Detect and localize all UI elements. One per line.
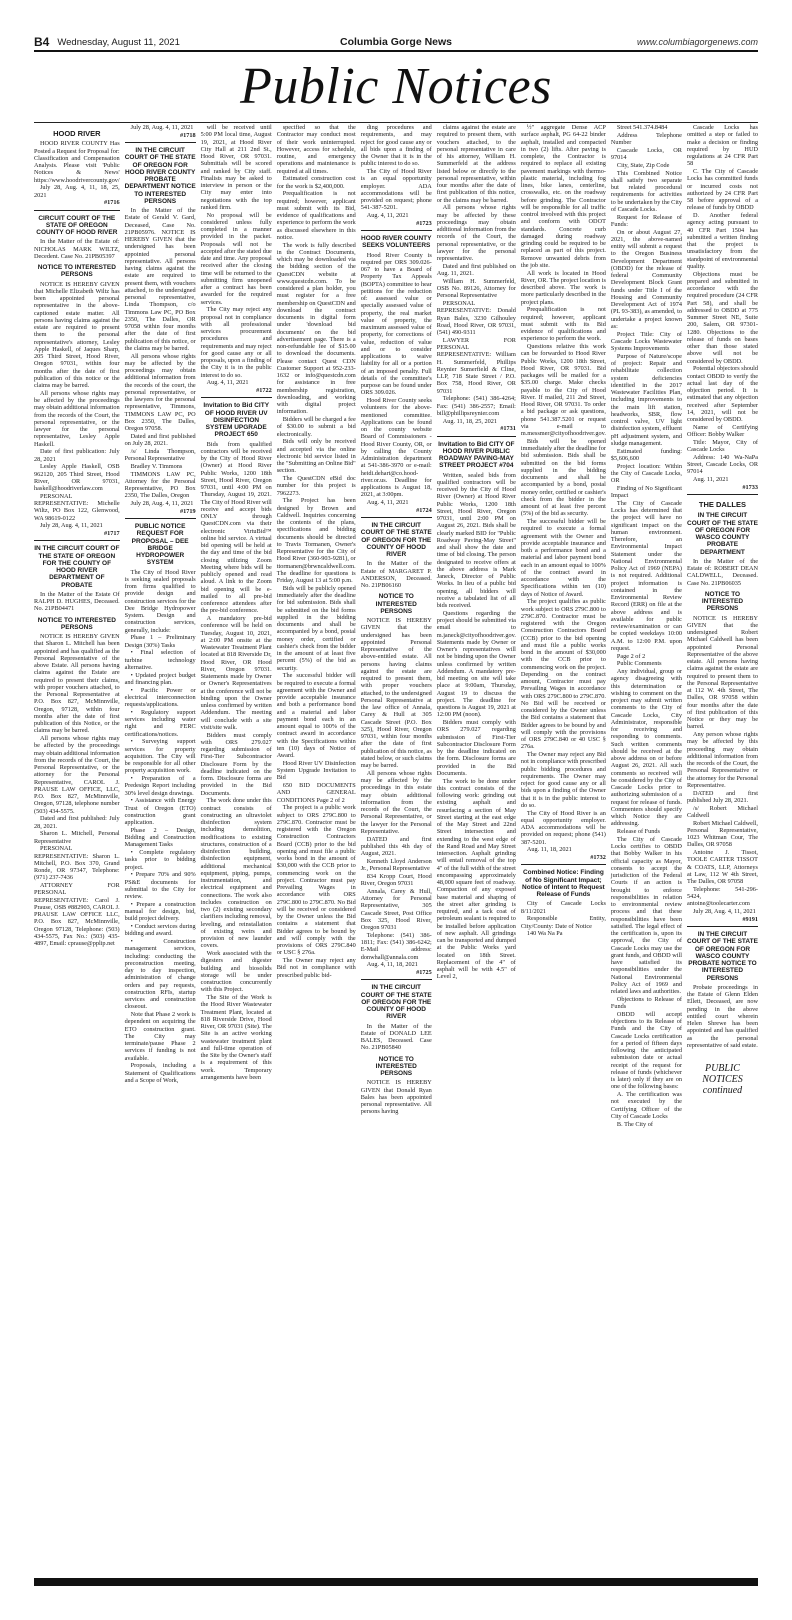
- notice-paragraph: Project Title: City of Cascade Locks Wastewater Systems Improvements: [610, 330, 682, 352]
- website-link[interactable]: www.columbiagorgenews.com: [636, 37, 758, 47]
- notice-column-5: [361, 124, 432, 1570]
- notice-paragraph: PERSONAL REPRESENTATIVE: Donald Ryan Bales, 3230 Gilhouley Road, Hood River, OR 97031, (541) 490-9311: [436, 300, 516, 336]
- notice-paragraph: No proposal will be considered unless fully completed in a manner provided in the packet. Proposals will not be accepted after the stated due date and time. Any proposal received after the closing time will be returned to the submitting firm unopened after a contract has been awarded for the required services.: [200, 211, 272, 306]
- notice-paragraph: Responsible Entity, City/County: Date of Notice: [520, 915, 606, 930]
- notice-paragraph: The QuestCDN eBid doc number for this project is 7962273.: [276, 475, 356, 497]
- notice-paragraph: Estimated construction cost for the work is $2,400,000.: [276, 175, 356, 190]
- notice-paragraph: 650 BID DOCUMENTS AND GENERAL CONDITIONS Page 2 of 2: [276, 782, 356, 804]
- notice-paragraph: July 28, Aug. 4, 11, 2021: [40, 522, 103, 530]
- notice-paragraph: Bids will be opened immediately after the deadline for bid submission. Bids shall be submitted on the bid forms supplied in the bidding documents and shall be accompanied by a bond, postal money order, certified or cashier's check from the bidder in the amount of at least five percent (5%) of the bid as security.: [520, 437, 606, 518]
- notice-paragraph: Aug. 4, 11, 2021: [366, 212, 409, 219]
- notice-paragraph: Cascade Locks, OR 97014: [610, 146, 682, 161]
- notice-paragraph: Bidders will be charged a fee of $30.00 to submit a bid electronically.: [276, 416, 356, 438]
- notice-paragraph: ½" aggregate Dense ACP surface asphalt, PG 64-22 binder asphalt, installed and compacted in two (2) lifts. After paving is complete, the Contractor is required to replace all existing pavement markings with thermo-plastic material, including fog lines, bike lanes, centerline, crosswalks, etc. on the roadway before grinding. The Contractor will be responsible for all traffic control involved with this project and conform with ODOT standards. Concrete curb damaged during roadway grinding could be required to be replaced as part of this project. Remove unwanted debris from the job site.: [520, 124, 606, 269]
- notice-paragraph: The work to be done under this contract consists of the following work: grinding out existing asphalt and resurfacing a section of May Street starting at the east edge of the May Street and 22nd Street intersection and extending to the west edge of the Rand Road and May Street intersection. Asphalt grinding will entail removal of the top 4" of the full width of the street encompassing approximately 48,000 square feet of roadway. Compaction of any exposed base material and shaping of the street after grinding is required, and a tack coat of petroleum sealant is required to be installed before application of new asphalt. All grindings can be transported and dumped at the Public Works yard located on 18th Street. Replacement of the 4" of asphalt will be with 4.5" of Level 2,: [436, 777, 516, 981]
- notice-paragraph: The City of Hood River is an equal opportunity employer. ADA accommodations will be provided on request; phone 541-387-5201.: [360, 168, 432, 212]
- notice-paragraph: In the Matter of the Estate of DONALD LEE BALES, Deceased. Case No. 21PB05840: [360, 1022, 432, 1052]
- notice-paragraph: Address: 140 Wa-NaPa Street, Cascade Locks, OR 97014: [686, 453, 758, 476]
- notice-paragraph: • Construction management services, including: conducting the preconstruction meeting, day to day inspection, administration of change orders and pay requests, construction RFIs, startup services and construction closeout.: [124, 938, 196, 1011]
- notice-paragraph: William H. Summerfeld, OSB No. 89126, Attorney for Personal Representative: [436, 277, 516, 300]
- notice-heading: NOTICE TO INTERESTED PERSONS: [37, 616, 116, 631]
- notice-paragraph: NOTICE IS HEREBY GIVEN that Sharon L. Mitchell has been appointed and has qualified as the Personal Representative of the above Estate. All persons having claims against the Estate are required to present their claims, with proper vouchers attached, to the Personal Representative at P.O. Box 827, McMinnville, Oregon, 97128, within four months after the date of first publication of this Notice, or the claims may be barred.: [34, 633, 120, 735]
- notice-paragraph: The City may reject any proposal not in compliance with all professional services procurement procedures and requirements and may reject for good cause any or all proposals, upon a finding of the City it is in the public interest to do so.: [200, 306, 272, 379]
- notice-paragraph: PERSONAL REPRESENTATIVE: Sharon L. Mitchell, P.O. Box 370, Grand Ronde, OR 97347, Telephone: (971) 237-7436: [34, 845, 120, 882]
- notice-paragraph: Hood River UV Disinfection System Upgrade Invitation to Bid: [276, 759, 356, 782]
- notice-paragraph: Public Comments: [616, 660, 662, 668]
- notice-divider: [125, 518, 196, 519]
- notice-paragraph: C. The City of Cascade Locks has committed funds or incurred costs not authorized by 24 CFR Part 58 before approval of a release of funds by OBDD: [686, 168, 758, 212]
- notice-paragraph: Title: Mayor, City of Cascade Locks: [686, 438, 758, 453]
- notice-heading: IN THE CIRCUIT COURT OF THE STATE OF OREGON FOR WASCO COUNTY PROBATE DEPARTMENT: [687, 512, 758, 556]
- notice-paragraph: Kenneth Lloyd Anderson Jr., Personal Representative: [360, 857, 432, 872]
- notice-paragraph: The Owner may reject any Bid not in compliance with prescribed public bidding procedures and requirements. The Owner may reject for good cause any or all bids upon a finding of the Owner that it is in the public interest to do so.: [520, 751, 606, 809]
- notice-reference: #1723: [416, 219, 432, 227]
- notice-paragraph: Phase 1 – Preliminary Design (30%) Tasks: [124, 634, 196, 649]
- notice-paragraph: Bradley V. Timmons: [130, 462, 183, 470]
- notice-paragraph: 834 Kropp Court, Hood River, Oregon 97031: [360, 872, 432, 887]
- page-header: [34, 34, 758, 52]
- notice-paragraph: All persons whose rights may be affected by the proceedings may obtain additional information from the records of the court, the personal representative, or the lawyers for the personal representative, Timmons, TIMMONS LAW PC, PO Box 2350, The Dalles, Oregon 97058.: [124, 352, 196, 432]
- notice-paragraph: Finding of No Significant Impact: [610, 484, 682, 499]
- notice-paragraph: HOOD RIVER COUNTY Has Posted a Request for Proposal for: Classification and Compensation Analysis. Please visit 'Public Notices & News' https://www.hoodrivercounty.gov/: [34, 140, 120, 184]
- notice-divider: [687, 494, 758, 495]
- notice-column-9: [687, 124, 758, 1570]
- notice-paragraph: The City of Cascade Locks has determined that the project will have no significant impact on the human environment. Therefore, an Environmental Impact Statement under the National Environmental Policy Act of 1969 (NEPA) is not required. Additional project information is contained in the Environmental Review Record (ERR) on file at the above address and is available for public review/examination or can be copied weekdays 10:00 A.M. to 12:00 P.M. upon request.: [610, 499, 682, 652]
- notice-heading: IN THE CIRCUIT COURT OF THE STATE OF OREGON FOR WASCO COUNTY PROBATE NOTICE TO INTERESTED PERSONS: [687, 931, 758, 982]
- notice-paragraph: Dated and first published: July 28, 2021.: [34, 815, 120, 830]
- page-number: B4: [34, 35, 50, 49]
- notice-paragraph: All persons whose rights may be affected by the proceedings may obtain additional information from the records of the Court, the personal representative, or the lawyer for the personal representative, Lesley Apple Haskell.: [34, 389, 120, 448]
- notice-paragraph: In the Matter of the Estate Of RALPH D. HUGHES, Deceased. No. 21PB04471: [34, 590, 120, 613]
- notice-reference: #1717: [104, 530, 120, 537]
- notice-divider: [34, 210, 120, 211]
- notice-paragraph: Telephone: (541) 386-4264; Fax: (541) 386-2557; Email: bill@phillipsreynier.com: [436, 395, 516, 417]
- notice-paragraph: Prequalification is not required; however, applicant must submit with its Bid evidence of qualifications and experience to perform the work.: [520, 306, 606, 343]
- notice-paragraph: NOTICE IS HEREBY GIVEN that Michelle Elizabeth Wiltz has been appointed personal representative in the above-captioned estate matter. All persons having claims against the estate are required to present them to the personal representative's attorney, Lesley Apple Haskell, of Jaques Sharp, 205 Third Street, Hood River, Oregon 97031, within four months after the date of first publication of this notice or the claims may be barred.: [34, 280, 120, 389]
- notice-paragraph: In the Matter of the Estate of: NICHOLAS MARK WILTZ, Decedent. Case No. 21PB05397: [34, 238, 120, 260]
- newspaper-name: Columbia Gorge News: [339, 36, 453, 48]
- notice-reference: #1716: [104, 199, 120, 207]
- notice-heading: NOTICE TO INTERESTED PERSONS: [375, 1055, 417, 1077]
- notice-paragraph: • Preparation of a Predesign Report including 30% level design drawings.: [124, 775, 196, 797]
- notice-divider: [361, 517, 432, 518]
- notice-column-7: [521, 124, 606, 1570]
- notice-paragraph: In the Matter of the Estate of MARGARET P. ANDERSON, Deceased. No. 21PB06160: [360, 560, 432, 589]
- notice-paragraph: Estimated funding: $5,606,600: [610, 447, 682, 462]
- notice-paragraph: /s/ Robert Michael Caldwell: [686, 804, 758, 819]
- notice-paragraph: B. The City of: [616, 1120, 653, 1128]
- notice-paragraph: The work is fully described in the Contract Documents, which may be downloaded via the bidding section of the QuestCDN website at www.questcdn.com. To be considered a plan holder, you must register for a free membership on QuestCDN and download the contract documents in digital form under 'download bid documents' on the bid advertisement page. There is a non-refundable fee of $15.00 to download the documents. Please contact Quest CDN Customer Support at 952-233-1632 or info@questcdn.com for assistance in free membership registration, downloading, and working with digital project information.: [276, 241, 356, 416]
- notice-heading: IN THE CIRCUIT COURT OF THE STATE OF OREGON FOR THE COUNTY OF HOOD RIVER: [360, 984, 432, 1021]
- notice-paragraph: Aug. 11, 18, 2021: [526, 846, 572, 854]
- notice-paragraph: TIMMONS LAW PC, Attorney for the Personal Representative, PO Box 2350, The Dalles, Oregon: [124, 470, 196, 500]
- notice-paragraph: July 28, Aug. 4, 11, 18, 25, 2021: [34, 184, 120, 199]
- notice-paragraph: All persons whose rights may be affected by the proceedings may obtain additional information from the records of the Court, the Personal Representative, or the attorney for the Personal Representative, CAROL J. PRAUSE LAW OFFICE, LLC, P.O. Box 827, McMinnville, Oregon, 97128, telephone number (503) 434-5575.: [34, 735, 120, 815]
- notices-columns: [34, 124, 758, 1570]
- notice-paragraph: • Assistance with Energy Trust of Oregon (ETO) construction grant application.: [124, 797, 196, 826]
- notice-divider: [34, 540, 120, 541]
- notice-paragraph: • Final selection of turbine technology alternative.: [124, 649, 196, 671]
- notice-paragraph: All work is located in Hood River, OR. The project location is described above. The work is more particularly described in the project plans.: [520, 269, 606, 306]
- notice-paragraph: NOTICE IS HEREBY GIVEN that the undersigned has been appointed Personal Representative of the above-entitled estate. All persons having claims against the estate are required to present them, with proper vouchers attached, to the undersigned Personal Representative at the law office of Annala, Carey & Hull at 305 Cascade Street (P.O. Box 325), Hood River, Oregon 97031, within four months after the date of first publication of this notice, as stated below, or such claims may be barred.: [360, 617, 432, 769]
- notice-paragraph: Written, sealed bids from qualified contractors will be received by the City of Hood River (Owner) at Hood River Public Works, 1200 18th Street, Hood River, Oregon 97031, until 2:00 PM on August 26, 2021. Bids shall be clearly marked BID for "Public Roadway Paving-May Street" and shall show the date and time of bid closing. The person designated to receive offers at the above address is Mark Janeck, Director of Public Works. In lieu of a public bid opening, all bidders will receive a tabulated list of all bids received.: [436, 471, 516, 609]
- notice-paragraph: Prequalification is not required; however, applicant must submit with its Bid, evidence of qualifications and experience to perform the work as discussed elsewhere in this notice.: [276, 190, 356, 241]
- notice-paragraph: PERSONAL REPRESENTATIVE: Michelle Wiltz, PO Box 122, Glenwood, WA 98619-0122: [34, 492, 120, 522]
- notice-paragraph: Dated and first published on July 28, 2021.: [124, 432, 196, 447]
- notice-paragraph: Note that Phase 2 work is dependent on acquiring the ETO construction grant. The City may terminate/pause Phase 2 services if funding is not available.: [124, 1011, 196, 1062]
- notice-paragraph: • Prepare a construction manual for design, bid, build project delivery.: [124, 900, 196, 923]
- notice-paragraph: The successful bidder will be required to execute a formal agreement with the Owner and provide acceptable insurance and both a performance bond and a material and labor payment bond each in an amount equal to 100% of the contract award in accordance with the Specifications within ten (10) days of Notice of Award.: [276, 672, 356, 759]
- notice-paragraph: /s/ Linda Thompson, Personal Representative: [124, 447, 196, 462]
- notice-paragraph: City of Cascade Locks 8/11/2021: [520, 900, 606, 915]
- notice-paragraph: July 28, Aug. 4, 11, 2021: [692, 908, 756, 915]
- notice-paragraph: Hood River County is required per ORS 309.026-067 to have a Board of Property Tax Appeals (BOPTA) committee to hear petitions for the reduction of: assessed value or specially assessed value of property, the real market value of property, the maximum assessed value of property, for corrections of value, reduction of value and or to consider applications to waive liability for all or a portion of an imposed penalty. Full details of the committee's purpose can be found under ORS 309.026.: [360, 251, 432, 397]
- notice-paragraph: Name of Certifying Officer: Bobby Walker: [686, 423, 758, 438]
- notice-paragraph: Potential objectors should contact OBDD to verify the actual last day of the objection period. It is estimated that any objection received after September 14, 2021, will not be considered by OBDD.: [686, 365, 758, 423]
- notice-paragraph: ding procedures and requirements, and may reject for good cause any or all bids upon a finding of the Owner that it is in the public interest to do so.: [360, 124, 432, 168]
- notice-paragraph: Street 541.374.8484: [616, 124, 668, 131]
- notice-paragraph: D. Another federal agency acting pursuant to 40 CFR Part 1504 has submitted a written finding that the project is unsatisfactory from the standpoint of environmental quality.: [686, 212, 758, 270]
- notice-reference: #1725: [416, 969, 432, 976]
- notice-paragraph: • Regulatory support services including water right and FERC certifications/notices.: [124, 708, 196, 738]
- notice-paragraph: Aug. 11, 18, 25, 2021: [442, 417, 498, 425]
- notice-paragraph: The project is a public work subject to ORS 279C.800 to 279C.870. Contractor must be registered with the Oregon Construction Contractors Board (CCB) prior to the bid opening and must file a public works bond in the amount of $30,000 with the CCB prior to commencing work on the project. Contractor must pay Prevailing Wages in accordance with ORS 279C.800 to 279C.870. No Bid will be received or considered by the Owner unless the Bid contains a statement that Bidder agrees to be bound by and will comply with the provisions of ORS 279C.840 or USC § 276a.: [276, 804, 356, 957]
- notice-reference: #1719: [180, 507, 196, 515]
- notice-heading: IN THE CIRCUIT COURT OF THE STATE OF OREGON FOR HOOD RIVER COUNTY PROBATE DEPARTMENT NOTICE TO INTERESTED PERSONS: [124, 147, 196, 205]
- notice-paragraph: Questions relative this work can be forwarded to Hood River Public Works, 1200 18th Street, Hood River, OR 97031. Bid packages will be mailed for a $35.00 charge. Make checks payable to the City of Hood River. If mailed, 211 2nd Street, Hood River, OR 97031. To order a bid package or ask questions, phone 541.387.5201 or request via e-mail to m.messmer@cityofhoodriver.gov.: [520, 343, 606, 437]
- notice-divider: [361, 230, 432, 231]
- notice-reference: #1724: [416, 506, 432, 514]
- notice-column-2: [125, 124, 196, 1570]
- notice-paragraph: Dated and first published on Aug. 11, 2021.: [436, 262, 516, 277]
- notice-paragraph: DATED and first published this 4th day of August, 2021.: [360, 835, 432, 857]
- notice-paragraph: A mandatory pre-bid conference will be held on Tuesday, August 10, 2021, at 2:00 PM onsite at the Wastewater Treatment Plant located at 818 Riverside Dr, Hood River, OR Hood River, Oregon 97031. Statements made by Owner or Owner's Representatives at the conference will not be binding upon the Owner unless confirmed by written Addendum. The meeting will conclude with a site visit/site walk.: [200, 615, 272, 731]
- notice-paragraph: In the Matter of the Estate of Gerald V. Gard, Deceased, Case No. 21PB05976. NOTICE IS HEREBY GIVEN that the undersigned has been appointed personal representative. All persons having claims against the estate are required to present them, with vouchers attached, to the undersigned personal representative, Linda Thompson, c/o Timmons Law PC, PO Box 2350, The Dalles, OR 97058 within four months after the date of first publication of this notice, or the claims may be barred.: [124, 207, 196, 352]
- notice-heading: CIRCUIT COURT OF THE STATE OF OREGON COUNTY OF HOOD RIVER: [36, 214, 118, 236]
- notice-paragraph: Lesley Apple Haskell, OSB 962120, 205 Third Street, Hood River, OR 97031, haskell@hoodriverlaw.com: [34, 463, 120, 492]
- notice-paragraph: City, State, Zip Code: [616, 161, 670, 169]
- notice-paragraph: • Prepare 70% and 90% PS&E documents for submittal to the City for review.: [124, 871, 196, 900]
- notice-divider: [361, 979, 432, 980]
- notice-paragraph: The work done under this contract consists of constructing an ultraviolet disinfection system including demolition, modifications to existing structures, construction of a disinfection building, disinfection equipment, additional mechanical equipment, piping, pumps, instrumentation, and electrical equipment and connections. The work also includes construction on two (2) existing secondary clarifiers including removal, leveling, and reinstallation of existing weirs and provision of new launder covers.: [200, 797, 272, 950]
- section-heading: HOOD RIVER: [53, 129, 101, 138]
- notice-heading: IN THE CIRCUIT COURT OF THE STATE OF OREGON FOR THE COUNTY OF HOOD RIVER DEPARTMENT OF PROBATE: [34, 545, 120, 589]
- notice-paragraph: claims against the estate are required to present them, with vouchers attached, to the personal representative in care of his attorney, William H. Summerfeld at the address listed below or directly to the personal representative, within four months after the date of first publication of this notice, or the claims may be barred.: [436, 124, 516, 204]
- notice-paragraph: The City of Cascade Locks certifies to OBDD that Bobby Walker in his official capacity as Mayor, consents to accept the jurisdiction of the Federal Courts if an action is brought to enforce responsibilities in relation to environmental review process and that these responsibilities have been satisfied. The legal effect of the certification is, upon its approval, the City of Cascade Locks may use the grant funds, and OBDD will have satisfied its responsibilities under the National Environmental Policy Act of 1969 and related laws and authorities.: [610, 835, 682, 995]
- notice-paragraph: Aug. 4, 11, 18, 2021: [366, 961, 418, 969]
- notice-paragraph: Address Telephone Number: [610, 131, 682, 146]
- notice-paragraph: Bidders must comply with ORS 279.027 regarding submission of First-Tier Subcontractor Disclosure Form by the deadline indicated on the form. Disclosure forms are provided in the Bid Documents.: [200, 731, 272, 797]
- notice-paragraph: Bids from qualified contractors will be received by the City of Hood River (Owner) at Hood River Public Works, 1200 18th Street, Hood River, Oregon 97031, until 4:00 PM on Thursday, August 19, 2021. The City of Hood River will receive and accept bids ONLY through QuestCDN.com via their electronic VirtuBid™ online bid service. A virtual bid opening will be held at the day and time of the bid closing utilizing Zoom Meeting where bids will be publicly opened and read aloud. A link to the Zoom bid opening will be e-mailed to all pre-bid conference attendees after the pre-bid conference.: [200, 440, 272, 615]
- masthead-rule: [34, 122, 758, 123]
- notice-reference: #1733: [742, 483, 758, 491]
- notice-heading: HOOD RIVER COUNTY SEEKS VOLUNTEERS: [361, 235, 432, 250]
- notice-paragraph: LAWYER FOR PERSONAL REPRESENTATIVE: William H. Summerfeld, Phillips Reynier Sumerfield & Cline, LLP, 718 State Street / P.O. Box 758, Hood River, OR 97031: [436, 336, 516, 395]
- notice-paragraph: Bids will be publicly opened immediately after the deadline for bid submission. Bids shall be submitted on the bid forms supplied in the bidding documents and shall be accompanied by a bond, postal money order, certified or cashier's check from the bidder in the amount of at least five percent (5%) of the bid as security.: [276, 584, 356, 672]
- notice-paragraph: All persons whose rights may be affected by these proceedings may obtain additional information from the records of the Court, the personal representative, or the lawyer for the personal representative.: [436, 204, 516, 262]
- notice-paragraph: Objections must be prepared and submitted in accordance with the required procedure (24 CFR Part 58), and shall be addressed to OBDD at 775 Summer Street NE, Suite 200, Salem, OR 97301-1280. Objections to the release of funds on bases other than those stated above will not be considered by OBDD.: [686, 270, 758, 365]
- notice-heading: Combined Notice: Finding of No Significant Impact; Notice of Intent to Request Release of Funds: [522, 869, 605, 898]
- notice-divider: [125, 142, 196, 143]
- notice-column-6: [437, 124, 516, 1570]
- notice-column-1: [34, 124, 120, 1570]
- continued-label: PUBLIC NOTICES continued: [702, 1063, 743, 1096]
- notice-paragraph: In the Matter of the Estate of: ROBERT DEAN CALDWELL, Deceased. Case No. 21PB06035: [686, 557, 758, 587]
- notice-column-3: [201, 124, 272, 1570]
- notice-paragraph: NOTICE IS HEREBY GIVEN that Donald Ryan Bales has been appointed personal representative. All persons having: [360, 1079, 432, 1116]
- notice-paragraph: The City of Hood River is seeking sealed proposals from firms qualified to provide design and construction services for the Dee Bridge Hydropower System. Design and construction services, generally, include:: [124, 568, 196, 634]
- notice-paragraph: Any person whose rights may be affected by this proceeding may obtain additional information from the records of the Court, the Personal Representative or the attorney for the Personal Representative.: [686, 731, 758, 789]
- notice-paragraph: Any individual, group or agency disagreeing with this determination or wishing to comment on the project may submit written comments to the City of Cascade Locks, City Administrator, responsible for receiving and responding to comments. Such written comments should be received at the above address on or before August 26, 2021. All such comments so received will be considered by the City of Cascade Locks prior to authorizing submission of a request for release of funds. Commenters should specify which Notice they are addressing.: [610, 668, 682, 828]
- notice-paragraph: 140 Wa Na Pa: [526, 930, 563, 938]
- issue-date: Wednesday, August 11, 2021: [57, 36, 180, 48]
- notice-divider: [687, 926, 758, 927]
- notice-reference: #1722: [256, 387, 272, 394]
- notice-heading: PUBLIC NOTICE REQUEST FOR PROPOSAL – DEE BRIDGE HYDROPOWER SYSTEM: [131, 523, 189, 567]
- notice-paragraph: • Updated project budget and financing plan.: [124, 671, 196, 686]
- notice-heading: IN THE CIRCUIT COURT OF THE STATE OF OREGON FOR THE COUNTY OF HOOD RIVER: [360, 522, 432, 558]
- notice-paragraph: Work associated with the digesters and digester building and biosolids storage will be under construction concurrently with this Project.: [200, 950, 272, 994]
- section-heading: THE DALLES: [698, 500, 747, 509]
- notice-paragraph: Annala, Carey & Hull, Attorney for Personal Representative, 305 Cascade Street, Post Office Box 325, Hood River, Oregon 97031: [360, 887, 432, 931]
- notice-paragraph: Phase 2 – Design, Bidding and Construction Management Tasks: [124, 826, 196, 849]
- notice-paragraph: The successful bidder will be required to execute a formal agreement with the Owner and provide acceptable insurance and both a performance bond and a material and labor payment bond each in an amount equal to 100% of the contract award in accordance with the Specifications within ten (10) days of Notice of Award.: [520, 518, 606, 598]
- notice-paragraph: The City of Hood River is an equal opportunity employer. ADA accommodations will be provided on request; phone (541) 387-5201.: [520, 809, 606, 846]
- notice-paragraph: Questions regarding the project should be submitted via email to m.janeck@cityofhoodriver.gov. Statements made by Owner or Owner's representatives will not be binding upon the Owner unless confirmed by written Addendum. A mandatory pre-bid meeting on site will take place at 9:00am, Thursday, August 19 to discuss the project. The deadline for questions is August 19, 2021 at 12:00 PM (noon).: [436, 609, 516, 719]
- notice-divider: [201, 397, 272, 398]
- notice-paragraph: ATTORNEY FOR PERSONAL REPRESENTATIVE: Carol J. Prause, OSB #882903, CAROL J. PRAUSE LAW OFFICE LLC, P.O. Box 827, McMinnville, Oregon 97128, Telephone: (503) 434-5575, Fax No.: (503) 435-4897, Email: cprause@pplip.net: [34, 882, 120, 947]
- notice-paragraph: DATED and first published July 28, 2021.: [686, 789, 758, 804]
- notice-divider: [437, 436, 516, 437]
- notice-heading: Invitation to Bid CITY OF HOOD RIVER PUBLIC ROADWAY PAVING-MAY STREET PROJECT #704: [438, 440, 515, 470]
- notice-paragraph: This Combined Notice shall satisfy two separate but related procedural requirements for activities to be undertaken by the City of Cascade Locks.: [610, 169, 682, 213]
- notice-paragraph: The Project has been designed by Brown and Caldwell. Inquiries concerning the contents of the plans, specifications and bidding documents should be directed to Travis Tormanen, Owner's Representative for the City of Hood River (360-903-9281), or ttormanen@brwncaldwell.com. The deadline for questions is Friday, August 13 at 5:00 p.m.: [276, 497, 356, 584]
- section-title: Public Notices: [240, 58, 552, 115]
- footer-bar: [34, 1578, 758, 1586]
- notice-paragraph: Aug. 11, 2021: [692, 476, 729, 483]
- notice-heading: Invitation to Bid CITY OF HOOD RIVER UV DISINFECTION SYSTEM UPGRADE PROJECT 650: [203, 402, 270, 439]
- notice-heading: NOTICE TO INTERESTED PERSONS: [375, 593, 417, 615]
- notice-paragraph: Proposals, including a Statement of Qualifications and a Scope of Work,: [124, 1062, 196, 1084]
- notice-paragraph: Cascade Locks has omitted a step or failed to make a decision or finding required by HUD regulations at 24 CFR Part 58: [686, 124, 758, 168]
- notice-heading: NOTICE TO INTERESTED PERSONS: [701, 590, 744, 613]
- notice-paragraph: Release of Funds: [616, 828, 660, 835]
- notice-paragraph: Probate proceedings in the Estate of Glenn Elden Ellett, Deceased, are now pending in the above entitled court wherein Helen Shrewe has been appointed and has qualified as the personal representative of said estate.: [686, 983, 758, 1049]
- notice-reference: #9191: [742, 915, 758, 923]
- notice-column-8: [611, 124, 682, 1570]
- notice-paragraph: July 28, Aug. 4, 11, 2021: [130, 500, 194, 507]
- notice-heading: NOTICE TO INTERESTED PERSONS: [37, 264, 116, 279]
- notice-paragraph: On or about August 27, 2021, the above-named entity will submit a request to the Oregon Business Development Department (OBDD) for the release of federal Community Development Block Grant funds under Title I of the Housing and Community Development Act of 1974 (PL 93-383), as amended, to undertake a project known as:: [610, 228, 682, 330]
- notice-paragraph: Telephone: (541) 386-1811; Fax: (541) 386-6242; E-Mail address: donwhall@annala.com: [360, 931, 432, 961]
- notice-paragraph: The project qualifies as public work subject to ORS 279C.800 to 279C.870. Contractor must be registered with the Oregon Construction Contractors Board (CCB) prior to the bid opening and must file a public works bond in the amount of $30,000 with the CCB prior to commencing work on the project. Depending on the contract amount, Contractor must pay Prevailing Wages in accordance with ORS 279C.800 to 279C.870. No Bid will be received or considered by the Owner unless the Bid contains a statement that Bidder agrees to be bound by and will comply with the provisions of ORS 279C.840 or 40 USC § 276a.: [520, 598, 606, 751]
- notice-paragraph: will be received until 5:00 PM local time, August 19, 2021, at Hood River City Hall at 211 2nd St., Hood River, OR 97031. Submittals will be scored and ranked by City staff. Finalists may be asked to interview in person or the City may enter into negotiations with the top ranked firm.: [200, 124, 272, 211]
- notice-paragraph: Hood River County seeks volunteers for the above-mentioned committee. Applications can be found on the county website Board of Commissioners - Hood River County, OR, or by calling the County Administration department at 541-386-3970 or e-mail: heidi.dehart@co.hood-river.or.us. Deadline for applications is August 18, 2021, at 3:00pm.: [360, 397, 432, 499]
- notice-paragraph: Date of first publication: July 28, 2021: [34, 448, 120, 463]
- notice-paragraph: OBDD will accept objections to its Release of Funds and the City of Cascade Locks certification for a period of fifteen days following the anticipated submission date or actual receipt of the request for release of funds (whichever is later) only if they are on one of the following bases:: [610, 1010, 682, 1091]
- notice-paragraph: Sharon L. Mitchell, Personal Representative: [34, 830, 120, 845]
- notice-paragraph: Project location: Within the City of Cascade Locks, OR: [610, 462, 682, 484]
- notice-paragraph: Objections to Release of Funds: [610, 995, 682, 1010]
- notice-column-4: [277, 124, 356, 1570]
- notice-reference: #1731: [500, 425, 516, 433]
- notice-paragraph: July 28, Aug. 4, 11, 2021: [130, 124, 194, 131]
- notice-reference: #1718: [180, 131, 196, 139]
- notice-paragraph: All persons whose rights may be affected by the proceedings in this estate may obtain additional information from the records of the Court, the Personal Representative, or the lawyer for the Personal Representative.: [360, 769, 432, 835]
- notice-paragraph: Request for Release of Funds:: [610, 213, 682, 228]
- notice-paragraph: Bidders must comply with ORS 279.027 regarding submission of First-Tier Subcontractor Disclosure Form by the deadline indicated on the form. Disclosure forms are provided in the Bid Documents.: [436, 719, 516, 777]
- notice-paragraph: Bids will only be received and accepted via the online electronic bid service listed in the "Submitting an Online Bid" section.: [276, 438, 356, 475]
- notice-paragraph: specified so that the Contractor may conduct most of their work uninterrupted. However, access for schedule, routine, and emergency operations and maintenance is required at all times.: [276, 124, 356, 175]
- notice-paragraph: Robert Michael Caldwell, Personal Representative, 1023 Whitman Cour, The Dalles, OR 97058: [686, 819, 758, 849]
- notice-paragraph: NOTICE IS HEREBY GIVEN that the undersigned Robert Michael Caldwell has been appointed Personal Representative of the above estate. All persons having claims against the estate are required to present them to the Personal Representative at 112 W. 4th Street, The Dalles, OR 97058 within four months after the date of first publication of this Notice or they may be barred.: [686, 614, 758, 731]
- notice-reference: #1732: [590, 854, 606, 861]
- notice-paragraph: • Pacific Power or electrical interconnection requests/applications.: [124, 686, 196, 708]
- notice-paragraph: Page 2 of 2: [616, 652, 646, 660]
- notice-divider: [521, 864, 606, 865]
- notice-paragraph: Aug. 4, 11, 2021: [366, 499, 409, 506]
- notice-paragraph: Purpose of Nature/scope of project: Repair and rehabilitate collection system deficiencies identified in the 2017 Wastewater Facilities Plan, including improvements to the main lift station, headworks, SBR, flow control valve, UV light disinfection system, effluent pH adjustment system, and sludge management.: [610, 352, 682, 447]
- notice-paragraph: Antoine J. Tissot, TOOLE CARTER TISSOT & COATS, LLP, Attorneys at Law, 112 W 4th Street, The Dalles, OR 97058: [686, 849, 758, 885]
- notice-paragraph: The Owner may reject any Bid not in compliance with prescribed public bid-: [276, 957, 356, 979]
- notice-paragraph: The Site of the Work is the Hood River Wastewater Treatment Plant, located at 818 Riverside Drive, Hood River, OR 97031 (Site). The Site is an active working wastewater treatment plant and full-time operation of the Site by the Owner's staff is a requirement of this work. Temporary arrangements have been: [200, 994, 272, 1081]
- notice-paragraph: Telephone: 541-296-5424, antoine@toolecarter.com: [686, 885, 758, 908]
- notice-paragraph: • Surveying support services for property acquisition. The City will be responsible for all other property acquisition work.: [124, 738, 196, 775]
- notice-paragraph: • Conduct services during bidding and award.: [124, 923, 196, 938]
- notice-paragraph: • Complete regulatory tasks prior to bidding project.: [124, 849, 196, 871]
- notice-paragraph: A. The certification was not executed by the Certifying Officer of the City of Cascade Locks: [610, 1091, 682, 1120]
- notice-paragraph: Aug. 4, 11, 2021: [206, 379, 249, 387]
